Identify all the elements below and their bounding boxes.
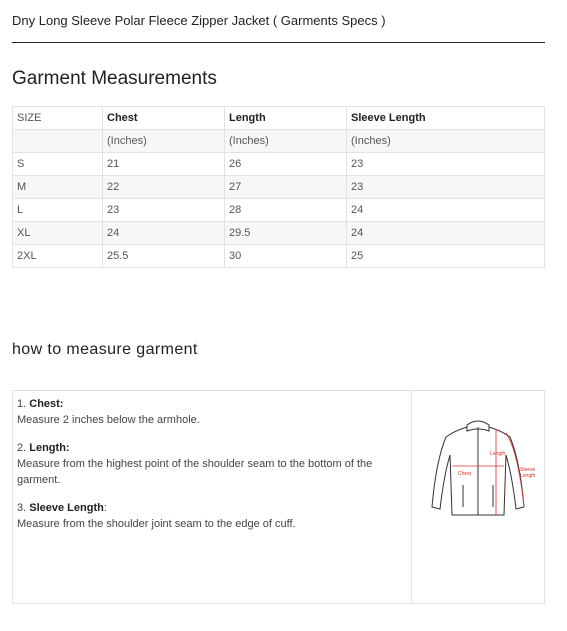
size-chart-table bbox=[12, 106, 545, 268]
length-cell: 27 bbox=[225, 176, 347, 199]
length-cell: 26 bbox=[225, 153, 347, 176]
step-label-suffix: : bbox=[103, 502, 107, 514]
size-cell: M bbox=[13, 176, 103, 199]
chest-cell: 21 bbox=[103, 153, 225, 176]
table-row bbox=[13, 176, 545, 199]
chest-label: Chest bbox=[458, 471, 472, 477]
step-number: 1. bbox=[17, 398, 27, 410]
product-title: Dny Long Sleeve Polar Fleece Zipper Jacket ( Garments Specs ) bbox=[12, 13, 386, 28]
length-cell: 28 bbox=[225, 199, 347, 222]
units-cell: (Inches) bbox=[225, 130, 347, 153]
sleeve-cell: 23 bbox=[347, 176, 545, 199]
chest-cell: 22 bbox=[103, 176, 225, 199]
size-cell: L bbox=[13, 199, 103, 222]
instruction-length bbox=[17, 440, 407, 488]
size-cell: S bbox=[13, 153, 103, 176]
column-header-length: Length bbox=[225, 107, 347, 130]
units-cell bbox=[13, 130, 103, 153]
step-label: Sleeve Length bbox=[29, 502, 104, 514]
chest-cell: 23 bbox=[103, 199, 225, 222]
table-row bbox=[13, 153, 545, 176]
size-cell: 2XL bbox=[13, 245, 103, 268]
units-cell: (Inches) bbox=[347, 130, 545, 153]
sleeve-cell: 25 bbox=[347, 245, 545, 268]
step-text: Measure from the highest point of the shoulder seam to the bottom of the garment. bbox=[17, 458, 373, 486]
length-cell: 30 bbox=[225, 245, 347, 268]
length-label: Length bbox=[490, 451, 506, 457]
column-header-chest: Chest bbox=[103, 107, 225, 130]
instruction-sleeve-length bbox=[17, 500, 407, 532]
title-divider bbox=[12, 42, 545, 43]
sleeve-label-line2: Length bbox=[520, 473, 536, 479]
step-number: 2. bbox=[17, 442, 27, 454]
step-label: Length: bbox=[29, 442, 70, 454]
step-label: Chest: bbox=[29, 398, 64, 410]
length-cell: 29.5 bbox=[225, 222, 347, 245]
how-to-measure-box bbox=[12, 390, 545, 604]
size-cell: XL bbox=[13, 222, 103, 245]
jacket-measurement-diagram bbox=[418, 411, 540, 519]
column-header-size: SIZE bbox=[13, 107, 103, 130]
chest-cell: 24 bbox=[103, 222, 225, 245]
chest-cell: 25.5 bbox=[103, 245, 225, 268]
step-text: Measure 2 inches below the armhole. bbox=[17, 414, 200, 426]
sleeve-cell: 23 bbox=[347, 153, 545, 176]
measurements-heading: Garment Measurements bbox=[12, 68, 217, 89]
instruction-chest bbox=[17, 396, 407, 428]
table-row bbox=[13, 199, 545, 222]
sleeve-cell: 24 bbox=[347, 199, 545, 222]
table-units-row bbox=[13, 130, 545, 153]
units-cell: (Inches) bbox=[103, 130, 225, 153]
step-text: Measure from the shoulder joint seam to the edge of cuff. bbox=[17, 518, 296, 530]
table-row bbox=[13, 222, 545, 245]
how-to-measure-heading: how to measure garment bbox=[12, 341, 198, 358]
step-number: 3. bbox=[17, 502, 27, 514]
table-row bbox=[13, 245, 545, 268]
sleeve-cell: 24 bbox=[347, 222, 545, 245]
measure-instructions bbox=[13, 391, 412, 603]
sleeve-label-line1: Sleeve bbox=[520, 467, 536, 473]
column-header-sleeve-length: Sleeve Length bbox=[347, 107, 545, 130]
table-header-row bbox=[13, 107, 545, 130]
